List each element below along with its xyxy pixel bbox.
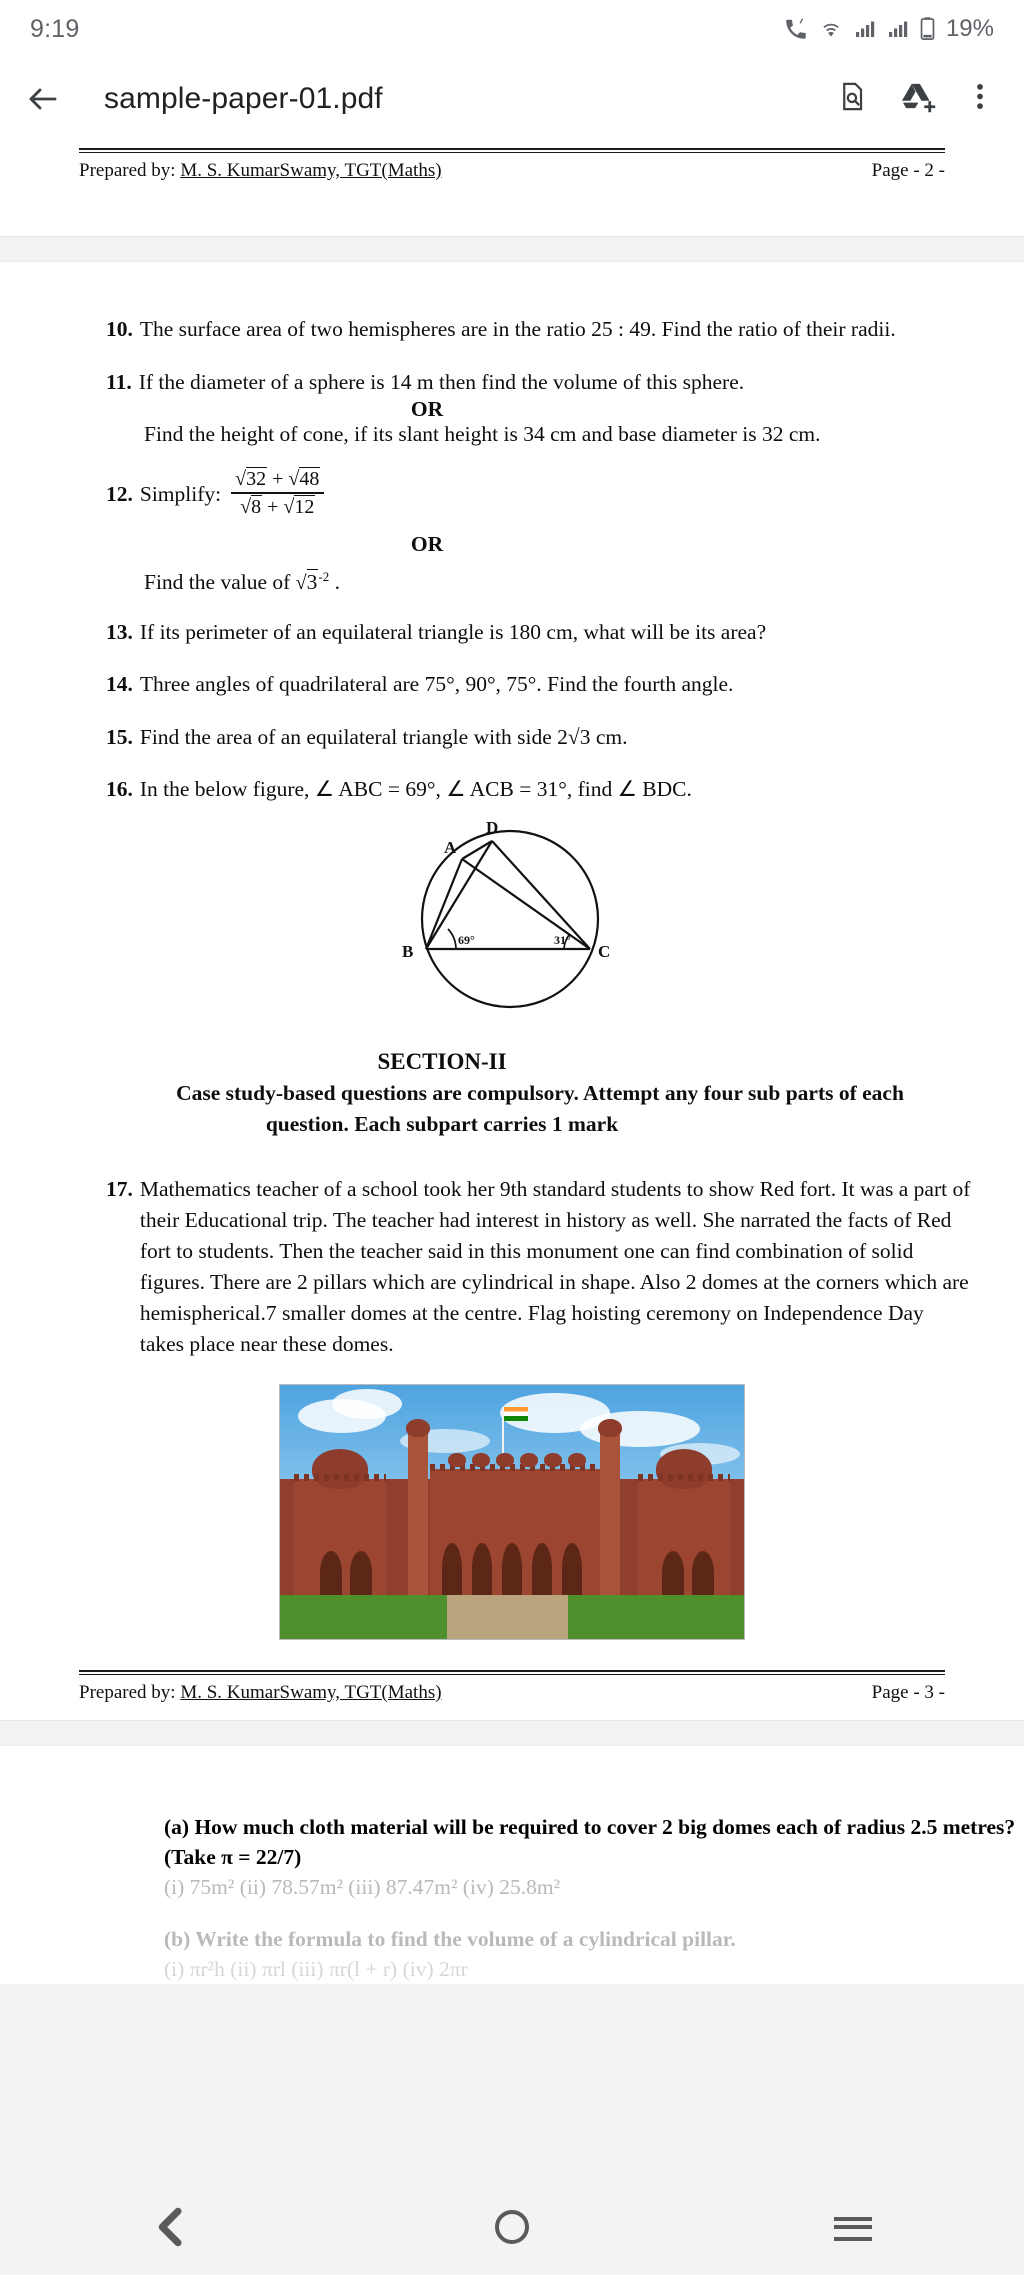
q17-line: hemispherical.7 smaller domes at the centre. Flag hoisting ceremony on Independence Day bbox=[139, 1301, 924, 1326]
q17-line: fort to students. Then the teacher said in this monument one can find combination of solid bbox=[139, 1239, 914, 1264]
status-clock: 9:19 bbox=[30, 14, 80, 43]
radical-sign: √ bbox=[295, 571, 307, 594]
section-heading: SECTION-II bbox=[377, 1048, 507, 1074]
page-number-top: Page - 2 - bbox=[871, 160, 945, 181]
plus-sign: + bbox=[272, 468, 284, 491]
q17-line: figures. There are 2 pillars which are cylindrical in shape. Also 2 domes at the corners which are bbox=[139, 1270, 969, 1295]
prepared-by-label: Prepared by: bbox=[79, 160, 176, 181]
pdf-viewer[interactable] bbox=[0, 140, 1024, 2275]
radical-sign: √ bbox=[240, 495, 252, 518]
question-15 bbox=[106, 722, 1000, 753]
page-separator bbox=[0, 1720, 1024, 1746]
radicand: 48 bbox=[299, 468, 320, 491]
back-button[interactable] bbox=[6, 81, 80, 117]
angle-b-value: 69° bbox=[458, 932, 475, 947]
battery-percent: 19% bbox=[945, 15, 994, 42]
subpart-b-line1: (b) Write the formula to find the volume of a cylindrical pillar. bbox=[164, 1927, 736, 1952]
section-instructions-line2: question. Each subpart carries 1 mark bbox=[265, 1112, 619, 1137]
save-to-drive-icon[interactable] bbox=[899, 80, 936, 118]
question-12-alternative bbox=[144, 569, 1000, 595]
subpart-a bbox=[164, 1812, 1016, 1902]
page-footer-row bbox=[79, 1682, 945, 1704]
question-text: Three angles of quadrilateral are 75°, 90°, 75°. Find the fourth angle. bbox=[139, 672, 734, 697]
subpart-b-options: (i) πr²h (ii) πrl (iii) πr(l + r) (iv) 2πr bbox=[164, 1957, 468, 1982]
subpart-a-line2: (Take π = 22/7) bbox=[164, 1845, 302, 1870]
radical-sign: √ bbox=[288, 468, 300, 491]
radicand: 12 bbox=[294, 495, 315, 518]
footer-rule bbox=[79, 1670, 945, 1675]
question-number: 10. bbox=[106, 317, 133, 341]
prepared-by-label: Prepared by: bbox=[79, 1682, 176, 1703]
page-header-row bbox=[79, 160, 945, 182]
pdf-page-previous bbox=[0, 140, 1024, 236]
exponent: -2 bbox=[318, 568, 330, 584]
q17-line: takes place near these domes. bbox=[139, 1332, 394, 1357]
question-12-label: Simplify: bbox=[139, 481, 222, 506]
fraction-numerator bbox=[231, 468, 324, 492]
section-instructions bbox=[24, 1078, 1000, 1140]
question-text: In the below figure, ∠ ABC = 69°, ∠ ACB = 31°, find ∠ BDC. bbox=[139, 777, 692, 802]
status-bar bbox=[0, 0, 1024, 58]
page-separator bbox=[0, 236, 1024, 262]
question-16 bbox=[106, 774, 1000, 805]
question-number: 13. bbox=[106, 619, 133, 644]
battery-icon bbox=[919, 16, 936, 42]
label-b: B bbox=[402, 941, 414, 961]
question-17-text bbox=[139, 1174, 971, 1360]
q17-line: Mathematics teacher of a school took her 9th standard students to show Red fort. It was a part of bbox=[139, 1177, 971, 1202]
subpart-a-options: (i) 75m² (ii) 78.57m² (iii) 87.47m² (iv) 25.8m² bbox=[164, 1875, 561, 1900]
question-text: If the diameter of a sphere is 14 m then find the volume of this sphere. bbox=[138, 369, 745, 394]
question-number: 15. bbox=[106, 724, 133, 749]
label-d: D bbox=[486, 817, 499, 837]
signal-bars-icon bbox=[853, 17, 877, 41]
app-bar-actions bbox=[836, 80, 994, 118]
question-text: Find the area of an equilateral triangle with side 2√3 cm. bbox=[139, 724, 628, 749]
prepared-by bbox=[79, 1682, 442, 1704]
document-title: sample-paper-01.pdf bbox=[104, 82, 383, 115]
q12-alt-suffix: . bbox=[334, 569, 340, 594]
red-fort-photo bbox=[279, 1384, 745, 1640]
header-rule bbox=[79, 148, 945, 153]
question-number: 11. bbox=[106, 369, 132, 394]
radicand: 32 bbox=[246, 468, 267, 491]
question-13 bbox=[106, 617, 1000, 648]
search-document-icon[interactable] bbox=[836, 80, 869, 118]
page-number-bottom: Page - 3 - bbox=[871, 1682, 945, 1703]
question-11 bbox=[106, 367, 1000, 398]
call-mute-icon bbox=[783, 16, 809, 42]
angle-c-value: 31° bbox=[554, 932, 571, 947]
question-number: 16. bbox=[106, 777, 133, 802]
question-10 bbox=[106, 314, 1000, 345]
page-footer bbox=[24, 1670, 1000, 1720]
question-text: The surface area of two hemispheres are in the ratio 25 : 49. Find the ratio of their radii. bbox=[139, 317, 896, 341]
author-name: M. S. KumarSwamy, TGT(Maths) bbox=[180, 1682, 442, 1703]
red-fort-photo-wrap bbox=[24, 1384, 1000, 1640]
prepared-by bbox=[79, 160, 442, 182]
sqrt-expression bbox=[296, 570, 335, 594]
question-12 bbox=[106, 469, 1000, 520]
question-number: 12. bbox=[106, 481, 133, 506]
q12-alt-prefix: Find the value of bbox=[144, 569, 291, 594]
plus-sign: + bbox=[267, 495, 279, 518]
circle-figure bbox=[24, 811, 1000, 1011]
or-label-12: OR bbox=[410, 531, 444, 556]
overflow-menu-icon[interactable] bbox=[966, 80, 994, 118]
radical-sign: √ bbox=[235, 468, 247, 491]
radicand: 8 bbox=[251, 495, 262, 518]
pdf-page-current bbox=[0, 262, 1024, 1720]
section-instructions-line1: Case study-based questions are compulsory. Attempt any four sub parts of each bbox=[176, 1080, 904, 1105]
question-11-alternative: Find the height of cone, if its slant height is 34 cm and base diameter is 32 cm. bbox=[144, 422, 821, 447]
subpart-a-line1: (a) How much cloth material will be required to cover 2 big domes each of radius 2.5 metres? bbox=[164, 1815, 1016, 1839]
author-name: M. S. KumarSwamy, TGT(Maths) bbox=[180, 160, 442, 181]
or-label-11: OR bbox=[410, 397, 444, 422]
question-number: 17. bbox=[106, 1177, 133, 1202]
question-14 bbox=[106, 669, 1000, 700]
question-17 bbox=[106, 1174, 1000, 1360]
signal-bars-icon bbox=[886, 17, 910, 41]
app-bar bbox=[0, 58, 1024, 140]
arrow-left-icon bbox=[25, 81, 61, 117]
status-icons bbox=[783, 15, 994, 43]
fraction-denominator bbox=[236, 494, 319, 519]
question-number: 14. bbox=[106, 672, 133, 697]
radical-sign: √ bbox=[283, 495, 295, 518]
subpart-b bbox=[164, 1924, 1000, 1984]
question-text: If its perimeter of an equilateral triangle is 180 cm, what will be its area? bbox=[139, 619, 767, 644]
document-body bbox=[24, 262, 1000, 1720]
label-a: A bbox=[444, 837, 457, 857]
geometry-diagram bbox=[382, 811, 642, 1011]
pdf-page-next bbox=[0, 1746, 1024, 1984]
radicand: 3 bbox=[306, 569, 318, 594]
label-c: C bbox=[598, 941, 611, 961]
wifi-icon bbox=[818, 16, 844, 42]
q17-line: their Educational trip. The teacher had interest in history as well. She narrated the facts of Red bbox=[139, 1208, 952, 1233]
fraction-expression bbox=[231, 468, 324, 519]
